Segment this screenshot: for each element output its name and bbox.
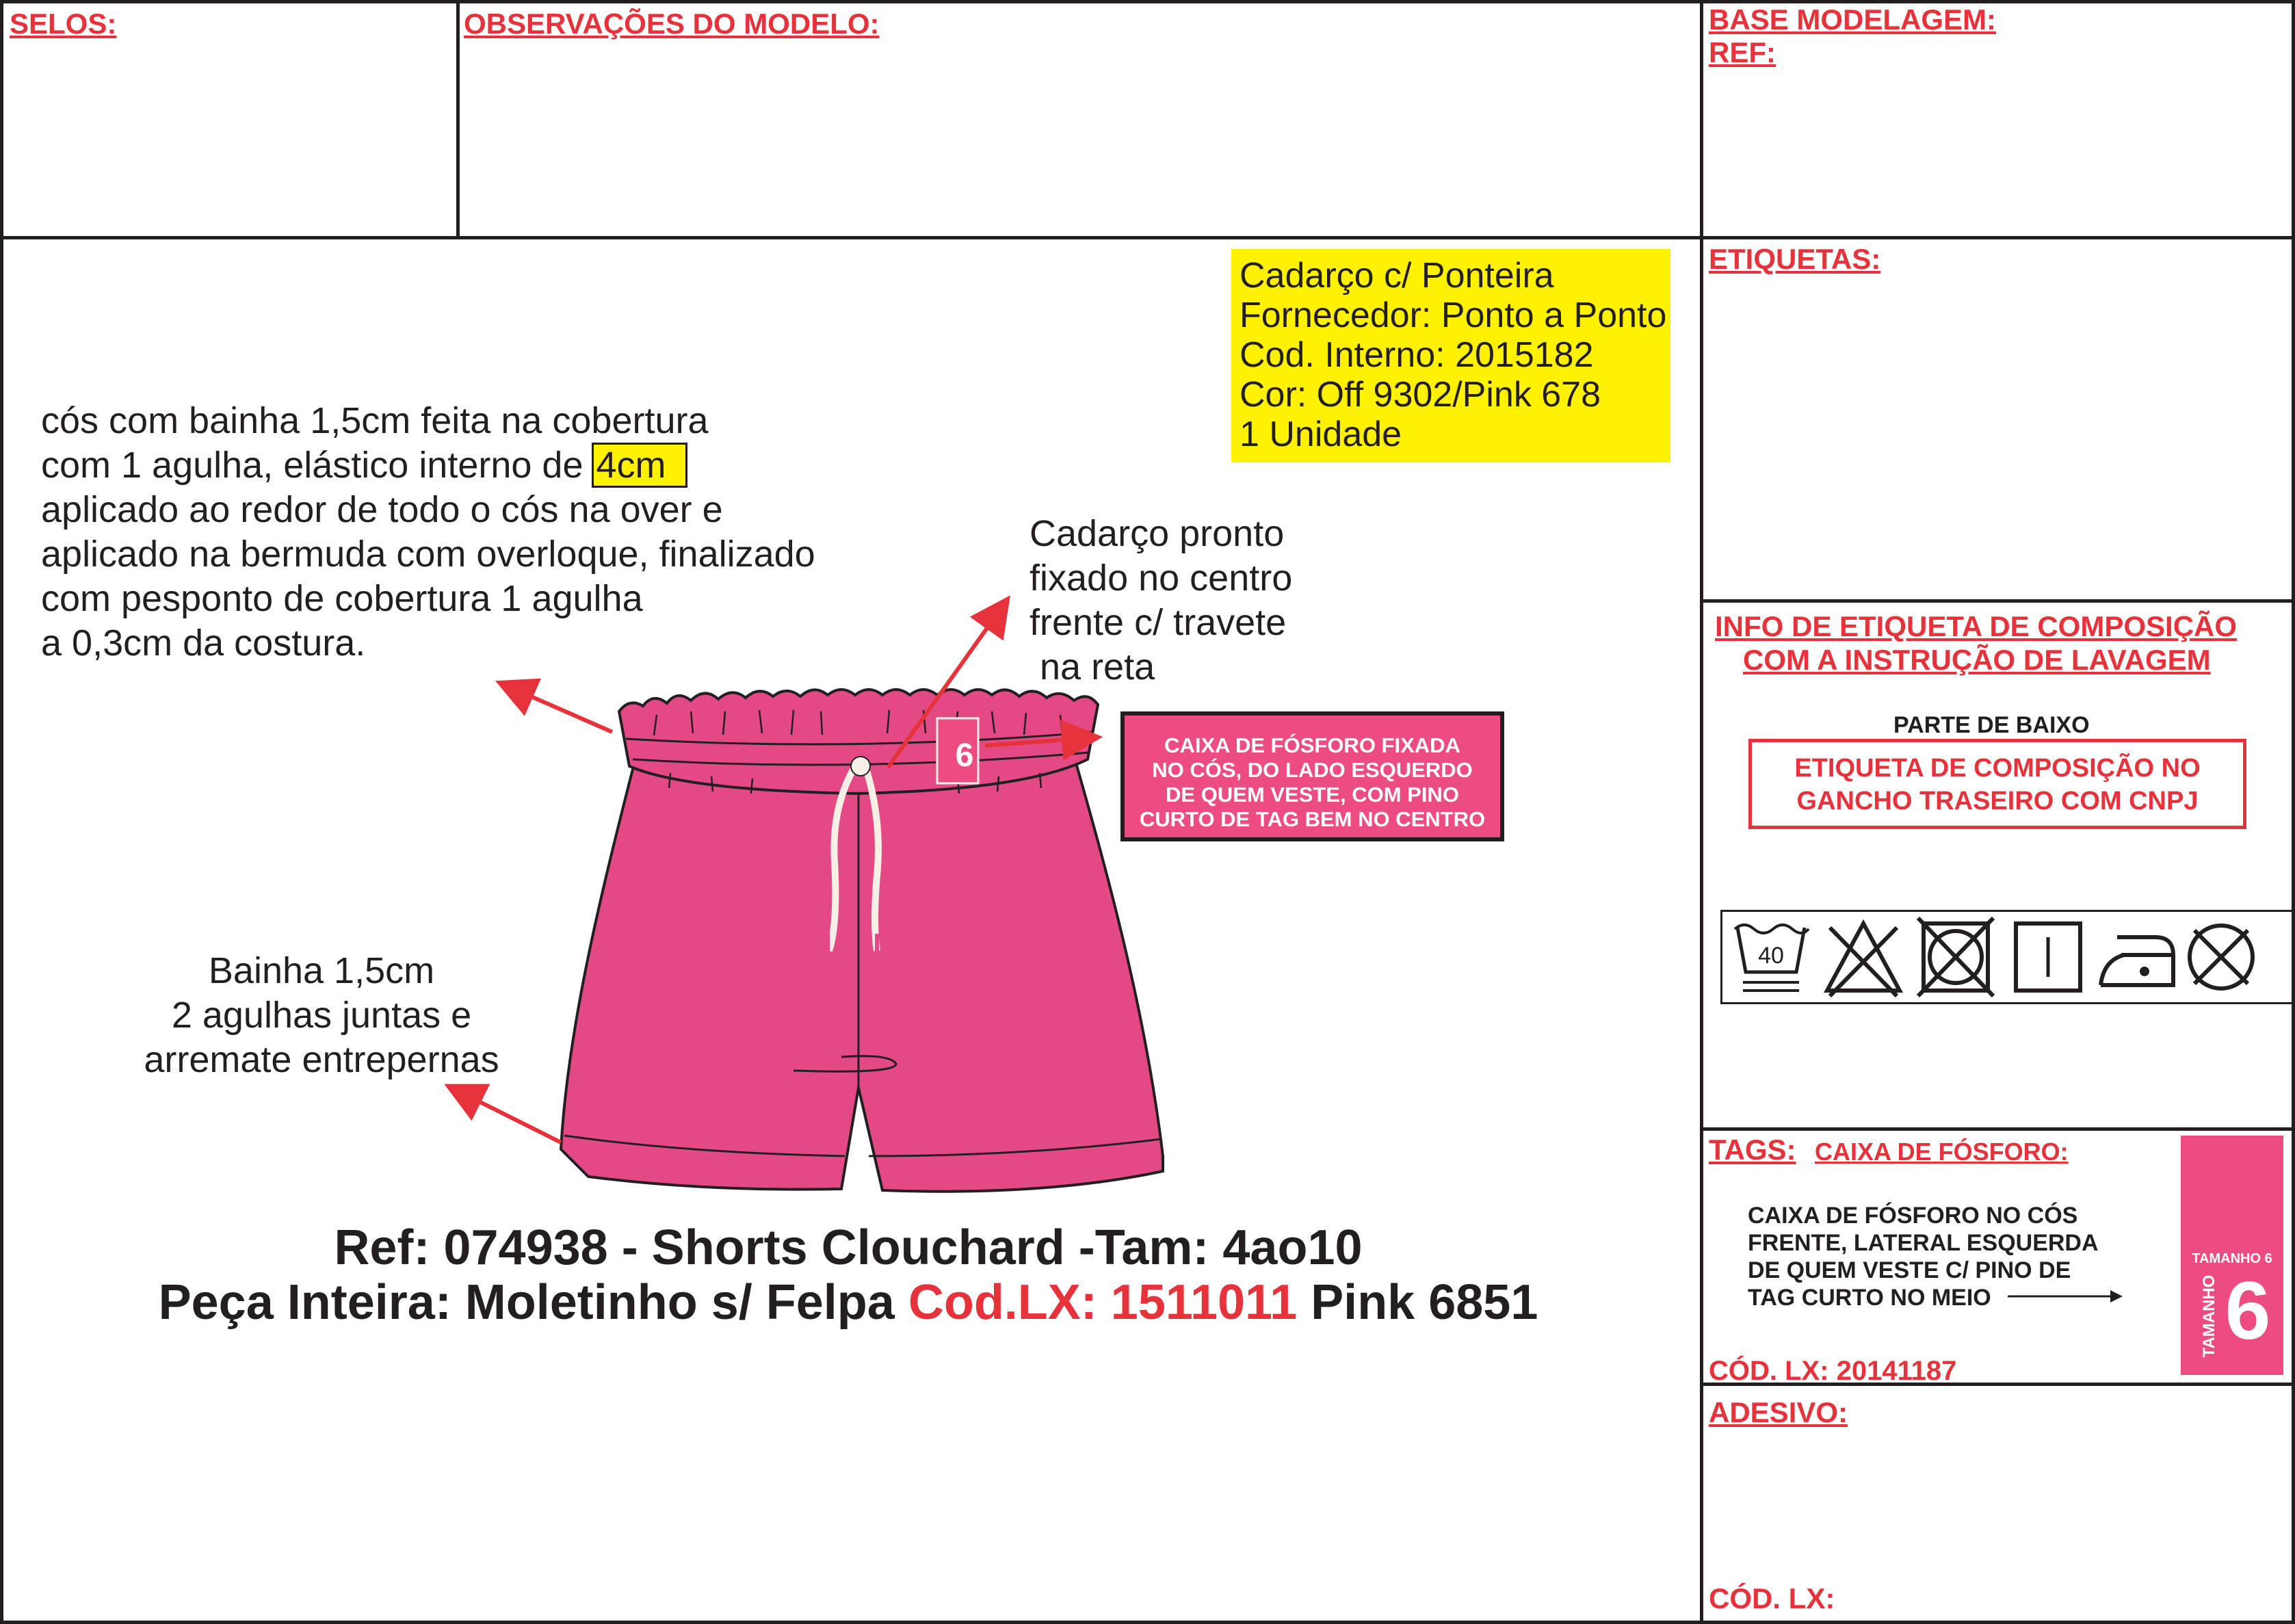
tag-instruction-line: DE QUEM VESTE C/ PINO DE xyxy=(1748,1257,2071,1283)
product-fabric-line xyxy=(0,1275,1696,1330)
supplier-line: Cor: Off 9302/Pink 678 xyxy=(1240,375,1601,415)
matchbox-callout-line: NO CÓS, DO LADO ESQUERDO xyxy=(1152,758,1473,782)
shorts-body xyxy=(561,756,1163,1192)
matchbox-callout-line: CAIXA DE FÓSFORO FIXADA xyxy=(1164,733,1460,757)
adesivo-label: ADESIVO: xyxy=(1709,1396,1848,1428)
composition-label-box xyxy=(1748,739,2246,829)
tag-instruction-line: CAIXA DE FÓSFORO NO CÓS xyxy=(1748,1203,2078,1229)
fabric-code: Cod.LX: 1511011 xyxy=(908,1275,1298,1330)
drawcord-note-line: Cadarço pronto xyxy=(1030,513,1285,554)
iron-low-icon xyxy=(2097,914,2177,1000)
no-dry-clean-icon xyxy=(2181,914,2261,1000)
waistband-note-text: com 1 agulha, elástico interno de xyxy=(41,445,594,486)
tag-instruction-line: TAG CURTO NO MEIO xyxy=(1748,1285,1991,1311)
arrow-hem xyxy=(451,1088,561,1142)
caixa-de-fosforo-label: CAIXA DE FÓSFORO: xyxy=(1815,1138,2069,1166)
fabric-color: Pink 6851 xyxy=(1297,1275,1538,1330)
supplier-line: Fornecedor: Ponto a Ponto xyxy=(1240,296,1667,335)
product-title: Ref: 074938 - Shorts Clouchard -Tam: 4ao10 xyxy=(334,1220,1363,1275)
wash-40-icon xyxy=(1731,914,1811,1000)
arrow-waistband xyxy=(503,684,612,732)
hem-note-line: 2 agulhas juntas e xyxy=(171,995,472,1036)
svg-text:40: 40 xyxy=(1758,943,1784,969)
supplier-line: 1 Unidade xyxy=(1240,415,1402,454)
tags-label: TAGS: xyxy=(1709,1134,1796,1166)
selos-label: SELOS: xyxy=(10,8,117,40)
tag-card-size: 6 xyxy=(2225,1265,2271,1357)
adesivo-code: CÓD. LX: xyxy=(1709,1582,1835,1614)
matchbox-callout-line: DE QUEM VESTE, COM PINO xyxy=(1166,783,1459,807)
waistband-note-line: com pesponto de cobertura 1 agulha xyxy=(41,578,643,619)
waistband-note-line: a 0,3cm da costura. xyxy=(41,623,366,664)
drawcord-note-line: na reta xyxy=(1030,646,1155,687)
no-tumble-dry-icon xyxy=(1915,914,1996,1000)
waistband-note-line: cós com bainha 1,5cm feita na cobertura xyxy=(41,400,709,441)
elastic-width-highlight: 4cm xyxy=(594,445,685,486)
matchbox-callout-line: CURTO DE TAG BEM NO CENTRO xyxy=(1139,807,1486,831)
ref-label: REF: xyxy=(1709,36,1776,68)
observacoes-label: OBSERVAÇÕES DO MODELO: xyxy=(464,8,880,40)
composition-line: ETIQUETA DE COMPOSIÇÃO NO xyxy=(1794,754,2201,783)
drawcord-note-line: fixado no centro xyxy=(1030,558,1293,599)
composition-line: GANCHO TRASEIRO COM CNPJ xyxy=(1796,787,2199,815)
right-column-divider xyxy=(1700,0,1703,1624)
supplier-line: Cod. Interno: 2015182 xyxy=(1240,335,1594,375)
hem-note-line: arremate entrepernas xyxy=(144,1039,499,1080)
tag-card xyxy=(2181,1136,2283,1375)
tag-instruction-line: FRENTE, LATERAL ESQUERDA xyxy=(1748,1230,2099,1256)
base-modelagem-label: BASE MODELAGEM: xyxy=(1709,3,1996,36)
waistband-note-line: aplicado na bermuda com overloque, finalizado xyxy=(41,534,815,575)
fabric-text: Peça Inteira: Moletinho s/ Felpa xyxy=(158,1275,908,1330)
parte-de-baixo: PARTE DE BAIXO xyxy=(1893,712,2090,738)
info-divider xyxy=(1701,1127,2295,1131)
frame-right xyxy=(2292,0,2295,1624)
etiquetas-label: ETIQUETAS: xyxy=(1709,243,1881,275)
waistband-tag-size: 6 xyxy=(955,737,974,774)
supplier-line: Cadarço c/ Ponteira xyxy=(1240,256,1554,296)
waistband-note-line: aplicado ao redor de todo o cós na over e xyxy=(41,489,723,530)
no-bleach-icon xyxy=(1823,914,1904,1000)
etiquetas-divider xyxy=(1701,599,2295,603)
tag-instruction-arrow xyxy=(2008,1286,2124,1307)
info-label-line: INFO DE ETIQUETA DE COMPOSIÇÃO xyxy=(1715,610,2238,642)
tag-card-title: TAMANHO 6 xyxy=(2192,1251,2272,1266)
line-dry-icon xyxy=(2008,914,2088,1000)
hem-note-line: Bainha 1,5cm xyxy=(208,950,435,991)
tag-code: CÓD. LX: 20141187 xyxy=(1709,1356,1957,1386)
info-label-line: COM A INSTRUÇÃO DE LAVAGEM xyxy=(1743,644,2211,676)
drawcord-note-line: frente c/ travete xyxy=(1030,602,1287,643)
tag-card-label: TAMANHO xyxy=(2200,1274,2218,1358)
